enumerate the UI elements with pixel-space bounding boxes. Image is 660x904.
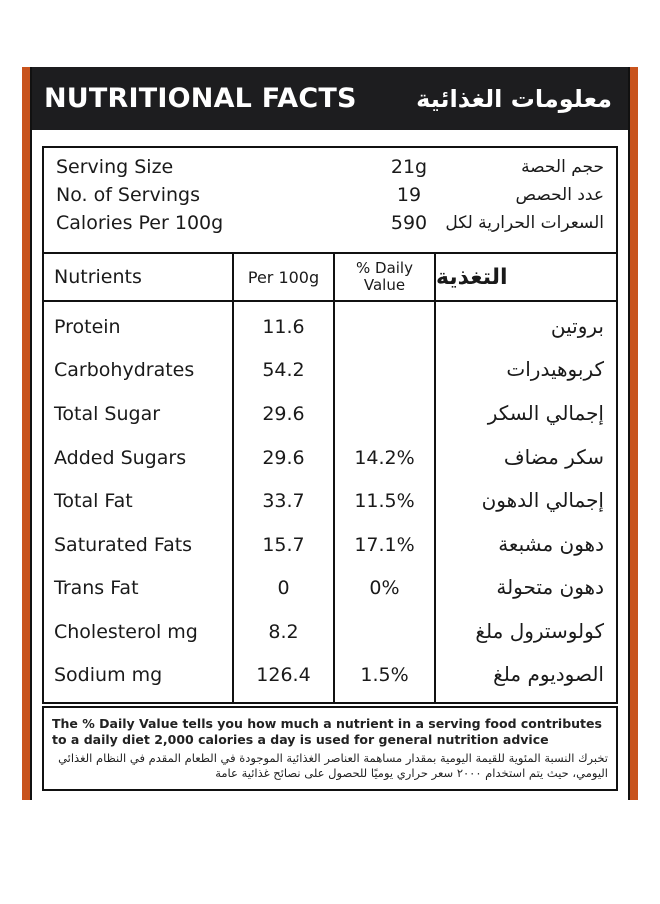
- footnote-arabic: تخبرك النسبة المئوية للقيمة اليومية بمقدار مساهمة العناصر الغذائية الموجودة في الطعام المقدم في النظام الغذائي اليومي، حيث يتم استخدام ٢٠٠٠ سعر حراري يوميًا للحصول على نصائح غذائية عامة: [58, 751, 608, 780]
- table-row: [44, 480, 616, 523]
- nutrient-per-100g: 0: [277, 577, 290, 599]
- nutrient-name: Trans Fat: [54, 577, 139, 599]
- nutrient-name-arabic: كربوهيدرات: [506, 357, 604, 381]
- table-row: [44, 349, 616, 392]
- footnote-english: The % Daily Value tells you how much a nutrient in a serving food contributes to a daily diet 2,000 calories a day is used for general nutrition advice: [52, 716, 602, 747]
- nutrient-daily-value: 1.5%: [360, 664, 409, 686]
- table-row: [44, 393, 616, 436]
- label-header: [32, 67, 628, 130]
- serving-label-ar: السعرات الحرارية لكل: [445, 213, 604, 233]
- nutrient-per-100g: 29.6: [262, 447, 305, 469]
- nutrient-name: Protein: [54, 316, 121, 338]
- header-daily-value: [335, 254, 434, 300]
- table-header-row: [44, 254, 616, 302]
- nutrient-name-arabic: إجمالي الدهون: [481, 488, 604, 512]
- header-daily-value-line2: Value: [363, 276, 406, 294]
- nutrient-name-arabic: دهون متحولة: [496, 575, 604, 599]
- table-row: [44, 611, 616, 654]
- nutrient-per-100g: 29.6: [262, 403, 305, 425]
- nutrient-per-100g: 126.4: [256, 664, 311, 686]
- serving-label-ar: حجم الحصة: [521, 157, 604, 177]
- serving-label-en: No. of Servings: [56, 184, 201, 206]
- nutrient-daily-value: 11.5%: [354, 490, 415, 512]
- serving-label-ar: عدد الحصص: [515, 185, 604, 205]
- nutrient-name: Added Sugars: [54, 447, 187, 469]
- header-nutrients: Nutrients: [54, 266, 142, 288]
- nutrient-name-arabic: دهون مشبعة: [498, 532, 604, 556]
- table-row: [44, 437, 616, 480]
- nutrient-per-100g: 11.6: [262, 316, 305, 338]
- title-english: NUTRITIONAL FACTS: [44, 83, 357, 114]
- calories-row: [44, 212, 616, 240]
- nutrient-name-arabic: الصوديوم ملغ: [493, 662, 604, 686]
- nutrient-daily-value: 0%: [369, 577, 400, 599]
- nutrient-name-arabic: إجمالي السكر: [487, 401, 604, 425]
- serving-value: 19: [396, 184, 422, 206]
- serving-label-en: Serving Size: [56, 156, 174, 178]
- header-daily-value-line1: % Daily: [356, 259, 413, 277]
- nutrient-per-100g: 8.2: [268, 621, 299, 643]
- table-row: [44, 567, 616, 610]
- nutrient-name: Carbohydrates: [54, 359, 195, 381]
- serving-info: [42, 146, 618, 256]
- label-frame: [22, 67, 638, 800]
- header-arabic: التغذية: [436, 264, 508, 290]
- nutrient-name: Total Fat: [54, 490, 133, 512]
- nutrient-daily-value: 17.1%: [354, 534, 415, 556]
- table-row: [44, 524, 616, 567]
- serving-value: 590: [390, 212, 428, 234]
- header-per-100g: Per 100g: [247, 267, 320, 287]
- nutrient-per-100g: 54.2: [262, 359, 305, 381]
- serving-label-en: Calories Per 100g: [56, 212, 224, 234]
- servings-count-row: [44, 184, 616, 212]
- footnote: [42, 706, 618, 791]
- nutrient-name: Cholesterol mg: [54, 621, 198, 643]
- nutrient-name: Saturated Fats: [54, 534, 193, 556]
- serving-size-row: [44, 156, 616, 184]
- nutrient-per-100g: 15.7: [262, 534, 305, 556]
- nutrient-per-100g: 33.7: [262, 490, 305, 512]
- nutrient-name-arabic: كولوسترول ملغ: [475, 619, 604, 643]
- table-row: [44, 306, 616, 349]
- nutrient-name-arabic: بروتين: [550, 314, 604, 338]
- nutrient-name: Total Sugar: [54, 403, 161, 425]
- title-arabic: معلومات الغذائية: [416, 84, 612, 113]
- nutrition-label: [30, 67, 630, 800]
- nutrients-table: [42, 252, 618, 704]
- nutrient-daily-value: 14.2%: [354, 447, 415, 469]
- table-row: [44, 654, 616, 697]
- serving-value: 21g: [390, 156, 428, 178]
- nutrient-name: Sodium mg: [54, 664, 163, 686]
- nutrient-name-arabic: سكر مضاف: [503, 445, 604, 469]
